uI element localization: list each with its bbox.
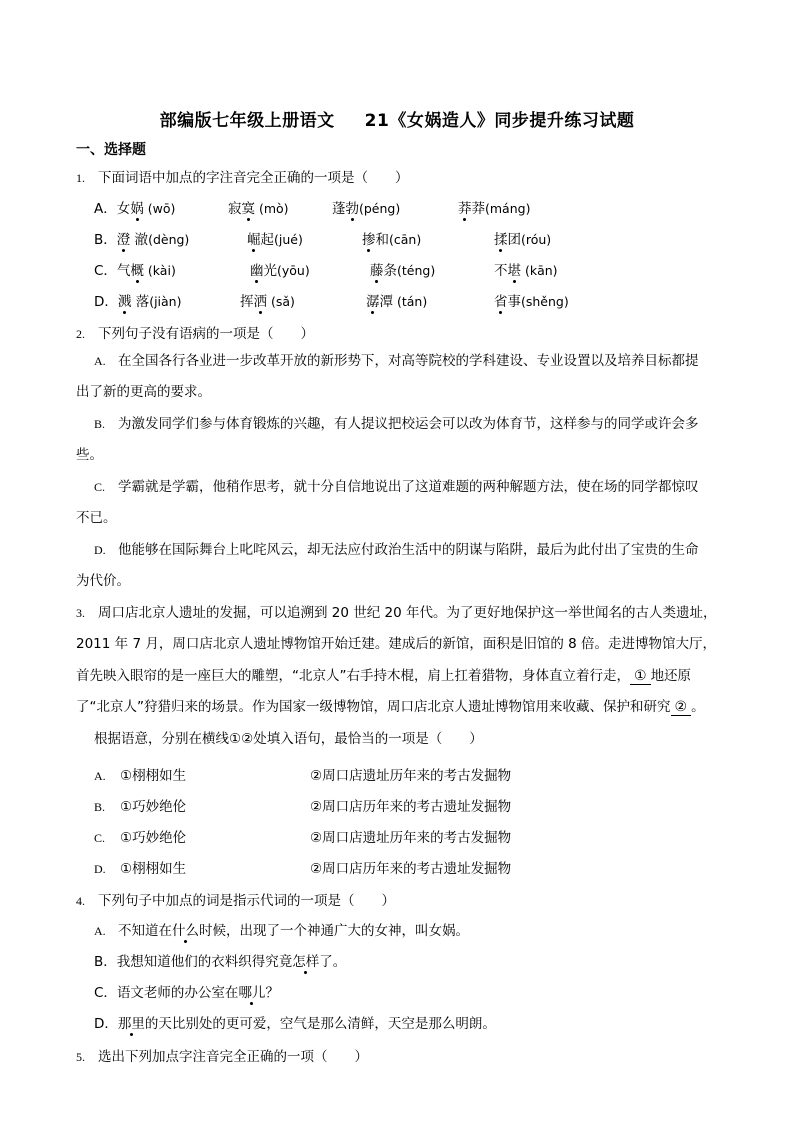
q3-option-c: C. ①巧妙绝伦 (94, 830, 187, 846)
q1-d-item2: 挥洒 (sǎ) (240, 290, 295, 310)
option-label: A． (94, 201, 117, 217)
blank-2: ② (671, 699, 692, 716)
q4-option-c: C．语文老师的办公室在哪儿？ (94, 981, 279, 1001)
q3-line2: 2011 年 7 月，周口店北京人遗址博物馆开始迁建。建成后的新馆，面积是旧馆的 8 倍。走进博物馆大厅， (76, 636, 716, 652)
question-stem: 下面词语中加点的字注音完全正确的一项是（ ） (98, 170, 409, 186)
question-number: 5. (76, 1050, 85, 1064)
q1-option-a: A．女娲 (wō) (94, 197, 175, 217)
q2-option-a-line1: A. 在全国各行各业进一步改革开放的新形势下，对高等院校的学科建设、专业设置以及培养目标都提 (94, 353, 699, 369)
q1-option-d: D．溅 落(jiàn) (94, 290, 182, 310)
dotted-word: 哪儿 (238, 981, 265, 1001)
q2-option-d-line2: 为代价。 (76, 573, 130, 589)
question-stem: 下列句子中加点的词是指示代词的一项是（ ） (98, 893, 395, 909)
q1-a-item4: 莽莽(máng) (458, 197, 530, 217)
q2-option-b-line1: B. 为激发同学们参与体育锻炼的兴趣，有人提议把校运会可以改为体育节，这样参与的同学或许会多 (94, 416, 699, 432)
page-title (0, 106, 794, 131)
q1-c-item3: 藤条(téng) (370, 259, 435, 279)
blank-1: ① (630, 668, 651, 685)
q3-option-d-b: ②周口店历年来的考古遗址发掘物 (310, 861, 512, 877)
q3-option-c-b: ②周口店遗址历年来的考古发掘物 (310, 830, 512, 846)
dotted-word: 什么 (172, 919, 199, 939)
q1-c-item2: 幽光(yōu) (250, 259, 310, 279)
option-label: B． (94, 232, 117, 248)
q3-option-b-b: ②周口店历年来的考古遗址发掘物 (310, 799, 512, 815)
q3-ask: 根据语意，分别在横线①②处填入语句，最恰当的一项是（ ） (94, 731, 483, 747)
q1-d-item4: 省事(shěng) (494, 290, 569, 310)
q3-line1: 3. 周口店北京人遗址的发掘，可以追溯到 20 世纪 20 年代。为了更好地保护这一举世闻名的古人类遗址， (76, 605, 717, 621)
q1-a-item3: 蓬勃(péng) (332, 197, 400, 217)
q4-option-d: D．那里的天比别处的更可爱，空气是那么清鲜，天空是那么明朗。 (94, 1012, 496, 1032)
option-label: D． (94, 294, 118, 310)
question-number: 2. (76, 327, 85, 341)
q2-option-d-line1: D. 他能够在国际舞台上叱咤风云，却无法应付政治生活中的阴谋与陷阱，最后为此付出了宝贵的生命 (94, 542, 699, 558)
question-number: 4. (76, 894, 85, 908)
dotted-word: 怎样 (292, 950, 319, 970)
question-stem: 下列句子没有语病的一项是（ ） (98, 326, 314, 342)
question-5 (76, 1045, 368, 1065)
q1-b-item3: 掺和(cān) (362, 228, 421, 248)
q3-line3: 首先映入眼帘的是一座巨大的雕塑，“北京人”右手持木棍，肩上扛着猎物，身体直立着行走， ① 地还原 (76, 668, 692, 684)
question-2 (76, 322, 314, 342)
section-heading: 一、选择题 (76, 142, 146, 158)
dotted-word: 那里 (118, 1012, 145, 1032)
q4-option-b: B．我想知道他们的衣料织得究竟怎样了。 (94, 950, 346, 970)
q3-option-a: A. ①栩栩如生 (94, 768, 187, 784)
q1-b-item4: 揉团(róu) (494, 228, 551, 248)
q2-option-c-line2: 不已。 (76, 510, 117, 526)
q1-b-item2: 崛起(jué) (247, 228, 303, 248)
title-part1: 部编版七年级上册语文 (159, 111, 335, 131)
q1-c-item4: 不堪 (kān) (494, 259, 558, 279)
q4-option-a: A. 不知道在什么时候，出现了一个神通广大的女神，叫女娲。 (94, 919, 469, 939)
title-part2: 21《女娲造人》同步提升练习试题 (364, 111, 635, 131)
q1-d-item3: 潺潭 (tán) (366, 290, 427, 310)
option-label: C． (94, 263, 117, 279)
q3-option-a-b: ②周口店遗址历年来的考古发掘物 (310, 768, 512, 784)
q1-option-b: B．澄 澈(dèng) (94, 228, 189, 248)
q1-option-c: C．气概 (kài) (94, 259, 176, 279)
q2-option-b-line2: 些。 (76, 447, 103, 463)
q2-option-a-line2: 出了新的更高的要求。 (76, 384, 211, 400)
question-1 (76, 166, 409, 186)
q2-option-c-line1: C. 学霸就是学霸，他稍作思考，就十分自信地说出了这道难题的两种解题方法，使在场的同学都惊叹 (94, 479, 699, 495)
q3-option-d: D. ①栩栩如生 (94, 861, 187, 877)
question-stem: 选出下列加点字注音完全正确的一项（ ） (98, 1049, 368, 1065)
question-4 (76, 889, 395, 909)
question-number: 1. (76, 171, 85, 185)
q3-option-b: B. ①巧妙绝伦 (94, 799, 187, 815)
q3-line4: 了“北京人”狩猎归来的场景。作为国家一级博物馆，周口店北京人遗址博物馆用来收藏、保护和研究 ② 。 (76, 699, 705, 715)
q1-a-item2: 寂寞 (mò) (228, 197, 289, 217)
